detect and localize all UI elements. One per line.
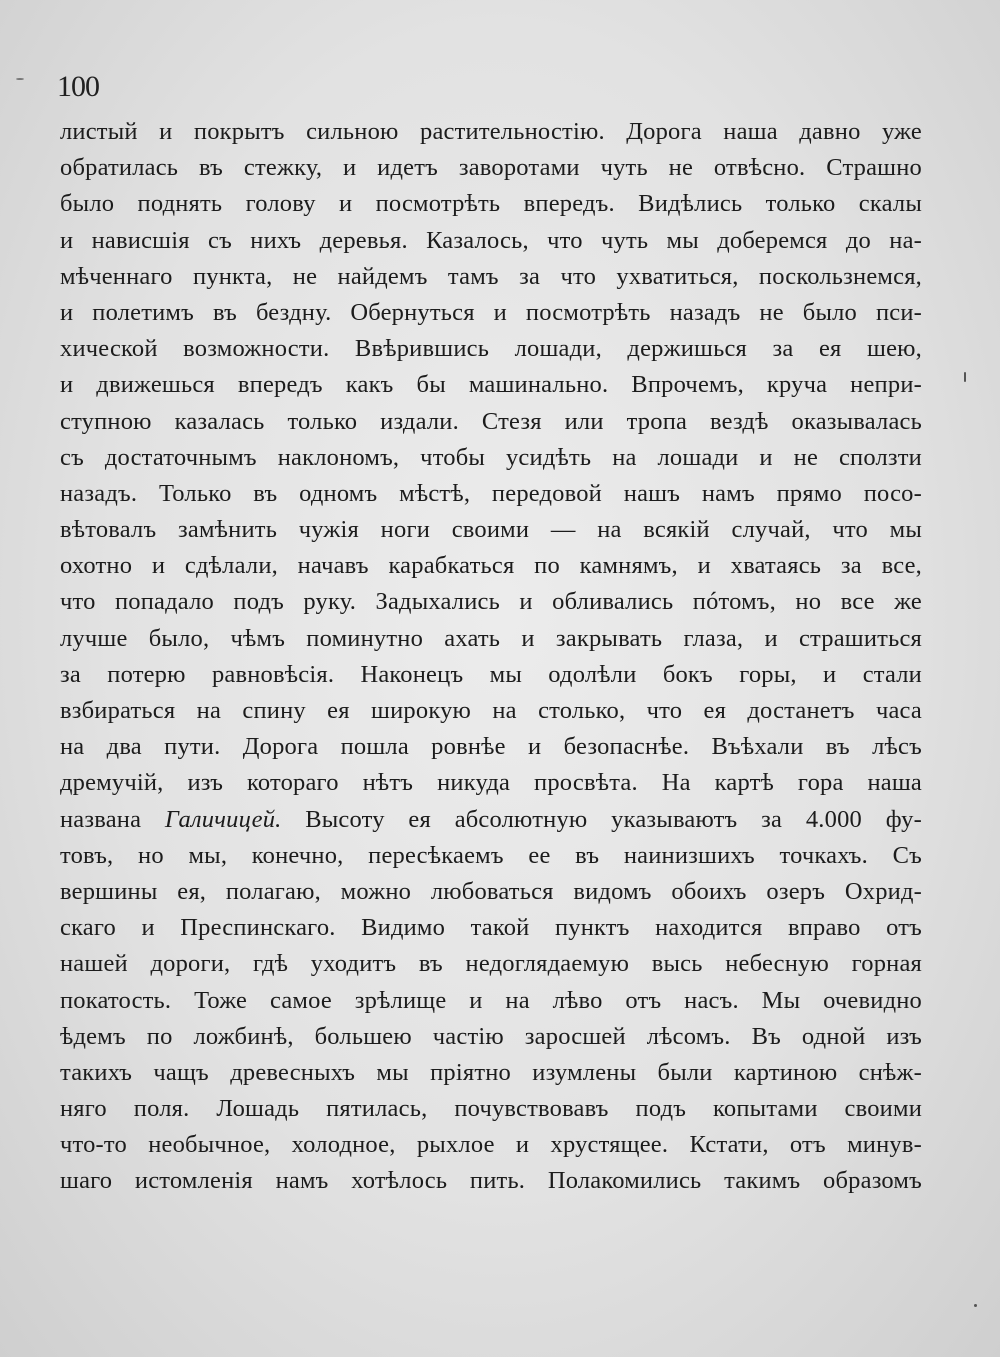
body-text bbox=[60, 114, 922, 1200]
text-line: покатость. Тоже самое зрѣлище и на лѣво отъ насъ. Мы очевидно bbox=[60, 986, 922, 1014]
text-line: ступною казалась только издали. Стезя или тропа вездѣ оказывалась bbox=[60, 407, 922, 435]
text-line: вершины ея, полагаю, можно любоваться видомъ обоихъ озеръ Охрид- bbox=[60, 877, 922, 905]
text-line: вѣтовалъ замѣнить чужія ноги своими — на всякій случай, что мы bbox=[60, 516, 922, 544]
print-speck bbox=[16, 78, 24, 80]
text-line: мѣченнаго пункта, не найдемъ тамъ за что ухватиться, поскользнемся, bbox=[60, 262, 922, 290]
text-line: дремучій, изъ котораго нѣтъ никуда просвѣта. На картѣ гора наша bbox=[60, 769, 922, 797]
text-line: охотно и сдѣлали, начавъ карабкаться по камнямъ, и хватаясь за все, bbox=[60, 552, 922, 580]
text-segment: Высоту ея абсолютную указываютъ за 4.000 фу- bbox=[281, 805, 922, 833]
text-line: хической возможности. Ввѣрившись лошади, держишься за ея шею, bbox=[60, 335, 922, 363]
page-number: 100 bbox=[57, 70, 99, 103]
text-line: ѣдемъ по ложбинѣ, большею частію заросшей лѣсомъ. Въ одной изъ bbox=[60, 1022, 922, 1050]
text-line: листый и покрытъ сильною растительностію. Дорога наша давно уже bbox=[60, 118, 922, 145]
text-line: назадъ. Только въ одномъ мѣстѣ, передовой нашъ намъ прямо посо- bbox=[60, 479, 922, 507]
print-speck bbox=[974, 1304, 977, 1307]
text-line: что-то необычное, холодное, рыхлое и хрустящее. Кстати, отъ минув- bbox=[60, 1131, 922, 1159]
text-line: за потерю равновѣсія. Наконецъ мы одолѣли бокъ горы, и стали bbox=[60, 660, 922, 688]
text-line: на два пути. Дорога пошла ровнѣе и безопаснѣе. Въѣхали въ лѣсъ bbox=[60, 733, 922, 761]
text-line: нашей дороги, гдѣ уходитъ въ недоглядаемую высь небесную горная bbox=[60, 950, 922, 978]
text-line: шаго истомленія намъ хотѣлось пить. Полакомились такимъ образомъ bbox=[60, 1167, 922, 1195]
text-line: товъ, но мы, конечно, пересѣкаемъ ее въ наинизшихъ точкахъ. Съ bbox=[60, 841, 922, 869]
text-line: и полетимъ въ бездну. Обернуться и посмотрѣть назадъ не было пси- bbox=[60, 298, 922, 326]
text-line: и нависшія съ нихъ деревья. Казалось, что чуть мы доберемся до на- bbox=[60, 226, 922, 254]
text-line: скаго и Преспинскаго. Видимо такой пунктъ находится вправо отъ bbox=[60, 914, 922, 942]
text-line: лучше было, чѣмъ поминутно ахать и закрывать глаза, и страшиться bbox=[60, 624, 922, 652]
text-line: няго поля. Лошадь пятилась, почувствовавъ подъ копытами своими bbox=[60, 1095, 922, 1123]
text-line: такихъ чащъ древесныхъ мы пріятно изумлены были картиною снѣж- bbox=[60, 1058, 922, 1086]
text-line: съ достаточнымъ наклономъ, чтобы усидѣть на лошади и не сползти bbox=[60, 443, 922, 471]
text-line: обратилась въ стежку, и идетъ заворотами чуть не отвѣсно. Страшно bbox=[60, 154, 922, 182]
text-line: было поднять голову и посмотрѣть впередъ. Видѣлись только скалы bbox=[60, 190, 922, 218]
print-speck bbox=[964, 372, 966, 382]
place-name-italic: Галичицей. bbox=[164, 805, 282, 833]
text-line-with-italic bbox=[60, 802, 922, 838]
text-line: взбираться на спину ея широкую на столько, что ея достанетъ часа bbox=[60, 697, 922, 724]
text-line: и движешься впередъ какъ бы машинально. Впрочемъ, круча непри- bbox=[60, 371, 922, 399]
text-segment: названа bbox=[60, 805, 165, 833]
text-line: что попадало подъ руку. Задыхались и обливались пóтомъ, но все же bbox=[60, 588, 922, 616]
